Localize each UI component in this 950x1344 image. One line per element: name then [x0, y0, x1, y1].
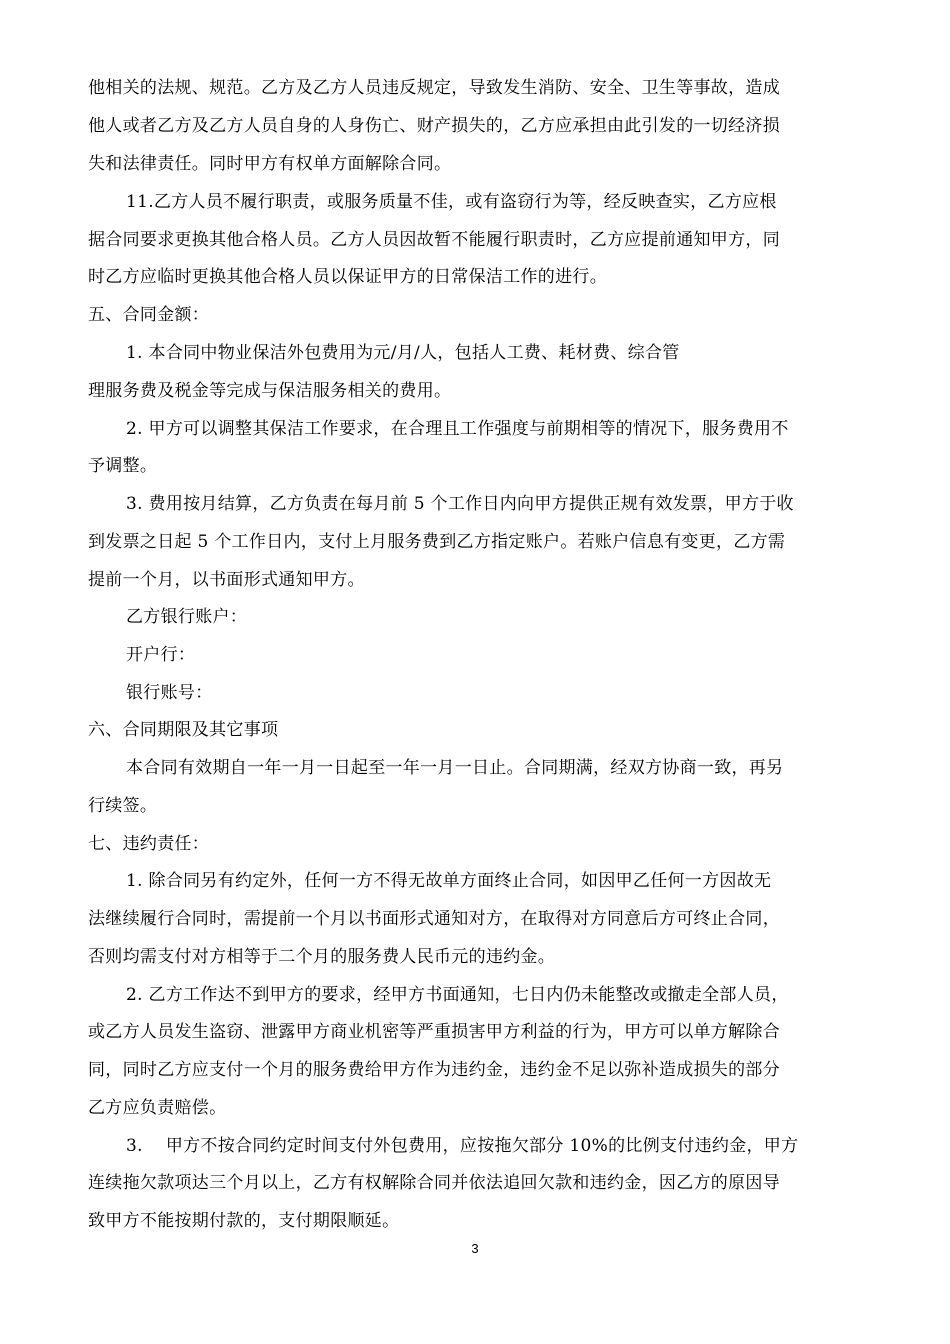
text-line: 或乙方人员发生盗窃、泄露甲方商业机密等严重损害甲方利益的行为，甲方可以单方解除合	[88, 1022, 780, 1042]
text-line: 3. 甲方不按合同约定时间支付外包费用，应按拖欠部分 10%的比例支付违约金，甲方	[126, 1136, 799, 1156]
text-line: 本合同有效期自一年一月一日起至一年一月一日止。合同期满，经双方协商一致，再另	[126, 758, 784, 778]
bank-number-label: 银行账号：	[126, 683, 213, 703]
text-line: 行续签。	[88, 796, 158, 816]
text-line: 提前一个月，以书面形式通知甲方。	[88, 570, 365, 590]
text-line: 失和法律责任。同时甲方有权单方面解除合同。	[88, 154, 452, 174]
text-line: 他人或者乙方及乙方人员自身的人身伤亡、财产损失的，乙方应承担由此引发的一切经济损	[88, 116, 780, 136]
text-line: 致甲方不能按期付款的，支付期限顺延。	[88, 1211, 400, 1231]
section-heading: 六、合同期限及其它事项	[88, 720, 279, 740]
text-line: 否则均需支付对方相等于二个月的服务费人民币元的违约金。	[88, 947, 556, 967]
text-line: 时乙方应临时更换其他合格人员以保证甲方的日常保洁工作的进行。	[88, 267, 607, 287]
text-line: 法继续履行合同时，需提前一个月以书面形式通知对方，在取得对方同意后方可终止合同，	[88, 909, 780, 929]
text-line: 乙方应负责赔偿。	[88, 1098, 227, 1118]
section-heading: 五、合同金额：	[88, 305, 210, 325]
text-line: 11.乙方人员不履行职责，或服务质量不佳，或有盗窃行为等，经反映查实，乙方应根	[126, 192, 777, 212]
text-line: 1. 本合同中物业保洁外包费用为元/月/人，包括人工费、耗材费、综合管	[126, 343, 680, 363]
text-line: 3. 费用按月结算，乙方负责在每月前 5 个工作日内向甲方提供正规有效发票，甲方于收	[126, 494, 794, 514]
bank-account-label: 乙方银行账户：	[126, 607, 248, 627]
text-line: 据合同要求更换其他合格人员。乙方人员因故暂不能履行职责时，乙方应提前通知甲方，同	[88, 230, 780, 250]
text-line: 2. 甲方可以调整其保洁工作要求，在合理且工作强度与前期相等的情况下，服务费用不	[126, 419, 789, 439]
text-line: 到发票之日起 5 个工作日内，支付上月服务费到乙方指定账户。若账户信息有变更，乙方需	[88, 532, 786, 552]
text-line: 他相关的法规、规范。乙方及乙方人员违反规定，导致发生消防、安全、卫生等事故，造成	[88, 78, 780, 98]
text-line: 1. 除合同另有约定外，任何一方不得无故单方面终止合同，如因甲乙任何一方因故无	[126, 871, 772, 891]
text-line: 同，同时乙方应支付一个月的服务费给甲方作为违约金，违约金不足以弥补造成损失的部分	[88, 1060, 780, 1080]
text-line: 连续拖欠款项达三个月以上，乙方有权解除合同并依法追回欠款和违约金，因乙方的原因导	[88, 1173, 780, 1193]
text-line: 予调整。	[88, 456, 158, 476]
text-line: 2. 乙方工作达不到甲方的要求，经甲方书面通知，七日内仍未能整改或撤走全部人员，	[126, 985, 789, 1005]
section-heading: 七、违约责任：	[88, 834, 210, 854]
page-number: 3	[471, 1241, 479, 1256]
text-line: 理服务费及税金等完成与保洁服务相关的费用。	[88, 381, 452, 401]
bank-name-label: 开户行：	[126, 645, 196, 665]
